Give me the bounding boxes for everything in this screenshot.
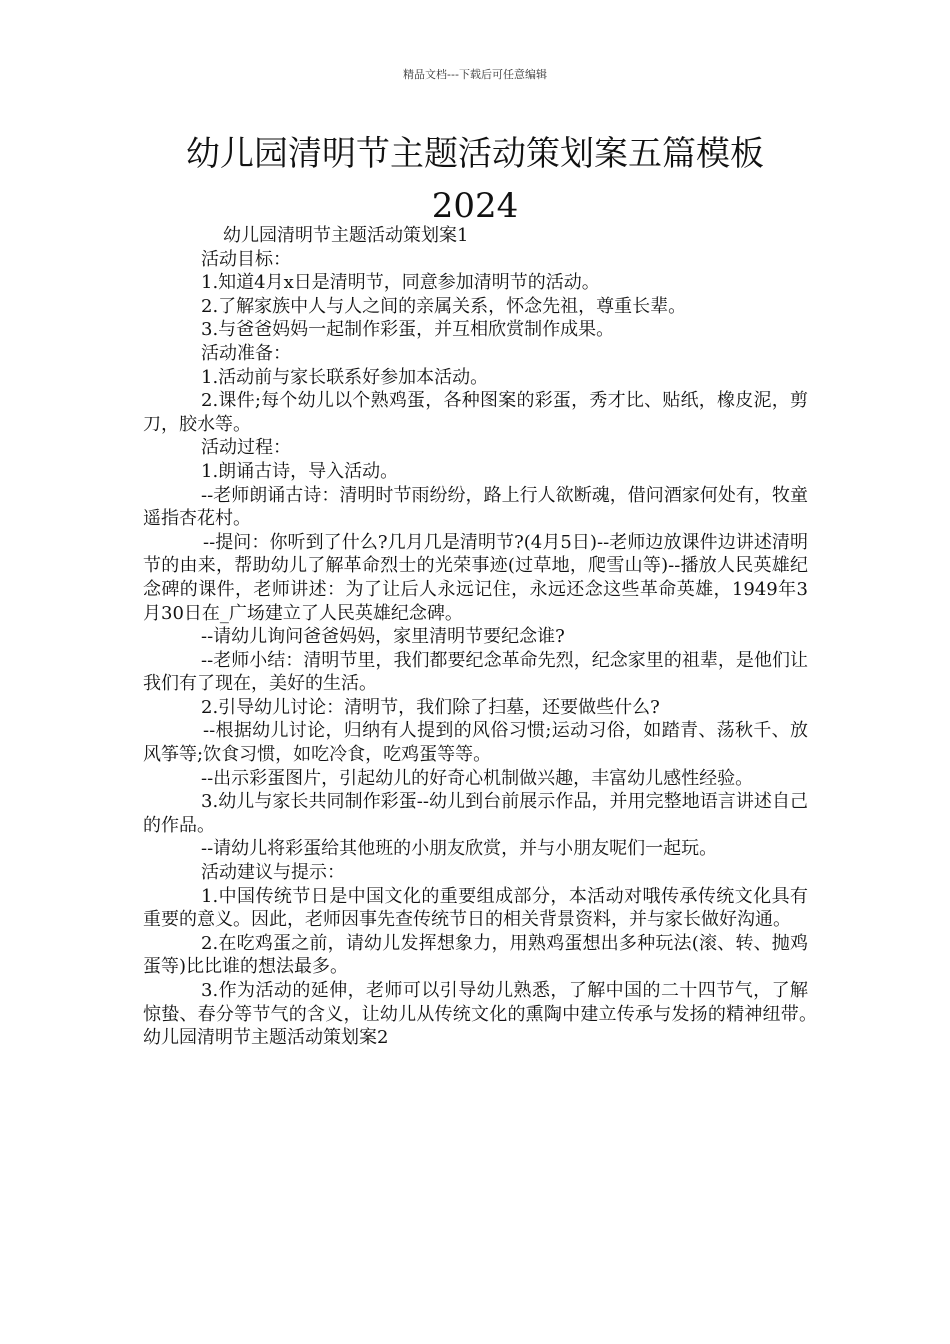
paragraph: 1.活动前与家长联系好参加本活动。 bbox=[201, 366, 489, 388]
paragraph: 3.幼儿与家长共同制作彩蛋--幼儿到台前展示作品，并用完整地语言讲述自己的作品。 bbox=[143, 791, 808, 836]
paragraph: --出示彩蛋图片，引起幼儿的好奇心机制做兴趣，丰富幼儿感性经验。 bbox=[201, 767, 754, 789]
paragraph: 活动过程： bbox=[201, 437, 291, 459]
paragraph: --请幼儿询问爸爸妈妈，家里清明节要纪念谁? bbox=[201, 626, 565, 648]
paragraph: 1.中国传统节日是中国文化的重要组成部分，本活动对哦传承传统文化具有重要的意义。因此，老师因事先查传统节日的相关背景资料，并与家长做好沟通。 bbox=[143, 885, 808, 931]
paragraph: 2.了解家族中人与人之间的亲属关系，怀念先祖，尊重长辈。 bbox=[201, 295, 687, 317]
title-line-2: 2024 bbox=[431, 186, 519, 226]
header-note: 精品文档---下载后可任意编辑 bbox=[403, 68, 547, 81]
paragraph: 1.知道4月x日是清明节，同意参加清明节的活动。 bbox=[201, 272, 600, 294]
paragraph: --根据幼儿讨论，归纳有人提到的风俗习惯;运动习俗，如踏青、荡秋千、放风筝等;饮食习惯，如吃冷食，吃鸡蛋等等。 bbox=[143, 720, 808, 766]
paragraph: 活动建议与提示： bbox=[201, 862, 345, 884]
paragraph: 2.课件;每个幼儿以个熟鸡蛋，各种图案的彩蛋，秀才比、贴纸，橡皮泥，剪刀，胶水等。 bbox=[143, 390, 808, 435]
paragraph: --提问：你听到了什么?几月几是清明节?(4月5日)--老师边放课件边讲述清明节的由来，帮助幼儿了解革命烈士的光荣事迹(过草地，爬雪山等)--播放人民英雄纪念碑的课件，老师讲述：为了让后人永远记住，永远还念这些革命英雄，1949年3月30日在_广场建立了人民英雄纪念碑。 bbox=[143, 531, 808, 624]
paragraph: 1.朗诵古诗，导入活动。 bbox=[201, 460, 399, 482]
title-line-1: 幼儿园清明节主题活动策划案五篇模板 bbox=[186, 134, 764, 174]
document-body bbox=[143, 224, 844, 1050]
document-title bbox=[100, 128, 850, 232]
paragraph: 活动目标： bbox=[201, 248, 291, 270]
paragraph: 活动准备： bbox=[201, 342, 291, 364]
paragraph: 2.在吃鸡蛋之前，请幼儿发挥想象力，用熟鸡蛋想出多种玩法(滚、转、抛鸡蛋等)比比谁的想法最多。 bbox=[143, 932, 808, 978]
paragraph: 3.与爸爸妈妈一起制作彩蛋，并互相欣赏制作成果。 bbox=[201, 319, 615, 341]
paragraph: --老师朗诵古诗：清明时节雨纷纷，路上行人欲断魂，借问酒家何处有，牧童遥指杏花村。 bbox=[143, 484, 808, 530]
paragraph: 3.作为活动的延伸，老师可以引导幼儿熟悉，了解中国的二十四节气，了解惊蛰、春分等节气的含义，让幼儿从传统文化的熏陶中建立传承与发扬的精神纽带。 幼儿园清明节主题活动策划案2 bbox=[143, 980, 844, 1049]
section-heading: 幼儿园清明节主题活动策划案1 bbox=[223, 225, 469, 246]
paragraph: --老师小结：清明节里，我们都要纪念革命先烈，纪念家里的祖辈，是他们让我们有了现在，美好的生活。 bbox=[143, 649, 808, 695]
paragraph: 2.引导幼儿讨论：清明节，我们除了扫墓，还要做些什么? bbox=[201, 696, 660, 718]
paragraph: --请幼儿将彩蛋给其他班的小朋友欣赏，并与小朋友呢们一起玩。 bbox=[201, 838, 718, 860]
